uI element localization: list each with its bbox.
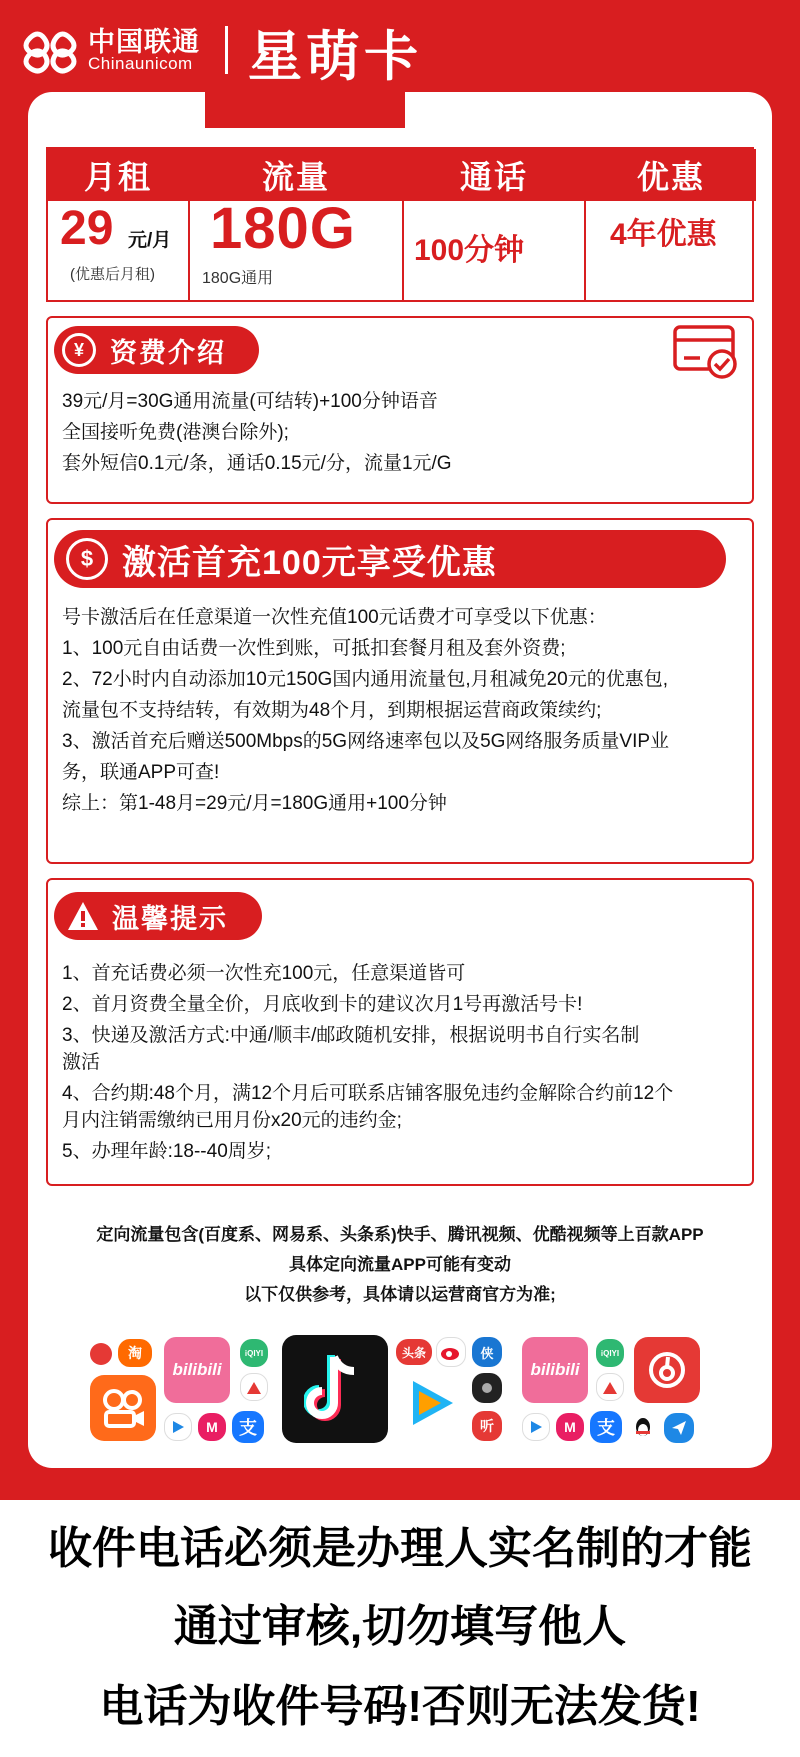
tips-title: 温馨提示 xyxy=(112,903,228,934)
rent-cell xyxy=(48,201,188,300)
app-small-icon: 侠 xyxy=(472,1337,502,1367)
mango-icon: M xyxy=(198,1413,226,1441)
activation-title-pill xyxy=(54,530,726,588)
warning-line: 电话为收件号码!否则无法发货! xyxy=(99,1682,701,1731)
tencent-video-icon xyxy=(396,1375,466,1431)
qq-icon xyxy=(630,1415,656,1441)
activation-line: 综上：第1-48月=29元/月=180G通用+100分钟 xyxy=(62,793,447,814)
app-small-icon xyxy=(240,1373,268,1401)
rent-note: (优惠后月租) xyxy=(70,266,155,283)
alipay-icon: 支 xyxy=(590,1411,622,1443)
activation-title: 激活首充100元享受优惠 xyxy=(122,543,497,582)
fees-section xyxy=(46,316,754,504)
rent-value: 29 xyxy=(60,202,114,255)
app-small-icon xyxy=(90,1343,112,1365)
youku-icon xyxy=(164,1413,192,1441)
data-note: 180G通用 xyxy=(202,270,274,287)
fees-title-pill xyxy=(54,326,259,374)
tips-line: 2、首月资费全量全价，月底收到卡的建议次月1号再激活号卡! xyxy=(62,994,583,1015)
activation-line: 务，联通APP可查! xyxy=(62,762,220,783)
header-call: 通话 xyxy=(404,149,584,201)
bill-check-icon xyxy=(672,324,740,380)
brand-name-en: Chinaunicom xyxy=(88,54,193,73)
product-title: 星萌卡 xyxy=(248,27,422,87)
fees-line: 39元/月=30G通用流量(可结转)+100分钟语音 xyxy=(62,391,438,412)
tips-line: 4、合约期:48个月，满12个月后可联系店铺客服免违约金解除合约前12个 xyxy=(62,1083,674,1104)
activation-line: 1、100元自由话费一次性到账，可抵扣套餐月租及套外资费; xyxy=(62,638,566,659)
warning-line: 通过审核,切勿填写他人 xyxy=(173,1602,627,1651)
brand-divider xyxy=(225,26,228,74)
brand-name-cn: 中国联通 xyxy=(88,27,200,57)
youku-icon xyxy=(522,1413,550,1441)
tips-section xyxy=(46,878,754,1186)
mango-icon: M xyxy=(556,1413,584,1441)
douyin-icon xyxy=(282,1335,388,1443)
app-small-icon xyxy=(472,1373,502,1403)
activation-section xyxy=(46,518,754,864)
header-data: 流量 xyxy=(190,149,402,201)
app-small-icon xyxy=(596,1373,624,1401)
app-small-icon xyxy=(664,1413,694,1443)
plan-summary-table xyxy=(46,147,754,302)
note-line: 以下仅供参考，具体请以运营商官方为准; xyxy=(244,1285,556,1304)
unicom-logo-icon xyxy=(18,24,82,80)
data-value: 180G xyxy=(210,196,356,261)
kuaishou-icon xyxy=(90,1375,156,1441)
iqiyi-icon: iQIYI xyxy=(596,1339,624,1367)
bilibili-icon: bilibili xyxy=(164,1337,230,1403)
toutiao-icon: 头条 xyxy=(396,1339,432,1365)
call-value: 100分钟 xyxy=(414,234,525,267)
tips-line: 1、首充话费必须一次性充100元，任意渠道皆可 xyxy=(62,963,466,984)
promo-value: 4年优惠 xyxy=(610,218,717,251)
rent-unit: 元/月 xyxy=(128,230,172,251)
activation-line: 2、72小时内自动添加10元150G国内通用流量包,月租减免20元的优惠包, xyxy=(62,669,669,690)
yuan-icon: ¥ xyxy=(62,333,96,367)
ting-icon: 听 xyxy=(472,1411,502,1441)
weibo-icon xyxy=(436,1337,466,1367)
activation-line: 号卡激活后在任意渠道一次性充值100元话费才可享受以下优惠： xyxy=(62,607,607,628)
directional-data-notes xyxy=(28,1220,772,1310)
iqiyi-icon: iQIYI xyxy=(240,1339,268,1367)
fees-line: 全国接听免费(港澳台除外); xyxy=(62,422,289,443)
alipay-icon: 支 xyxy=(232,1411,264,1443)
header-rent: 月租 xyxy=(48,149,188,201)
note-line: 定向流量包含(百度系、网易系、头条系)快手、腾讯视频、优酷视频等上百款APP xyxy=(96,1225,704,1244)
app-icons-collage xyxy=(90,1335,710,1450)
tips-title-pill xyxy=(54,892,262,940)
data-cell xyxy=(190,196,402,300)
tips-line: 5、办理年龄:18--40周岁; xyxy=(62,1141,272,1162)
tips-line: 月内注销需缴纳已用月份x20元的违约金; xyxy=(62,1110,402,1131)
header-promo: 优惠 xyxy=(586,149,756,201)
tips-line: 3、快递及激活方式:中通/顺丰/邮政随机安排，根据说明书自行实名制 xyxy=(62,1025,640,1046)
money-cycle-icon: $ xyxy=(66,538,108,580)
note-line: 具体定向流量APP可能有变动 xyxy=(289,1255,511,1274)
netease-music-icon xyxy=(634,1337,700,1403)
fees-title: 资费介绍 xyxy=(110,337,226,368)
tips-line: 激活 xyxy=(62,1052,101,1073)
call-cell xyxy=(404,201,584,300)
warning-icon xyxy=(66,900,100,932)
fees-line: 套外短信0.1元/条，通话0.15元/分，流量1元/G xyxy=(62,453,452,474)
warning-line: 收件电话必须是办理人实名制的才能 xyxy=(48,1524,752,1573)
activation-line: 3、激活首充后赠送500Mbps的5G网络速率包以及5G网络服务质量VIP业 xyxy=(62,731,670,752)
promo-cell xyxy=(586,201,756,300)
taobao-icon: 淘 xyxy=(118,1339,152,1367)
activation-line: 流量包不支持结转，有效期为48个月，到期根据运营商政策续约; xyxy=(62,700,602,721)
bilibili-icon: bilibili xyxy=(522,1337,588,1403)
